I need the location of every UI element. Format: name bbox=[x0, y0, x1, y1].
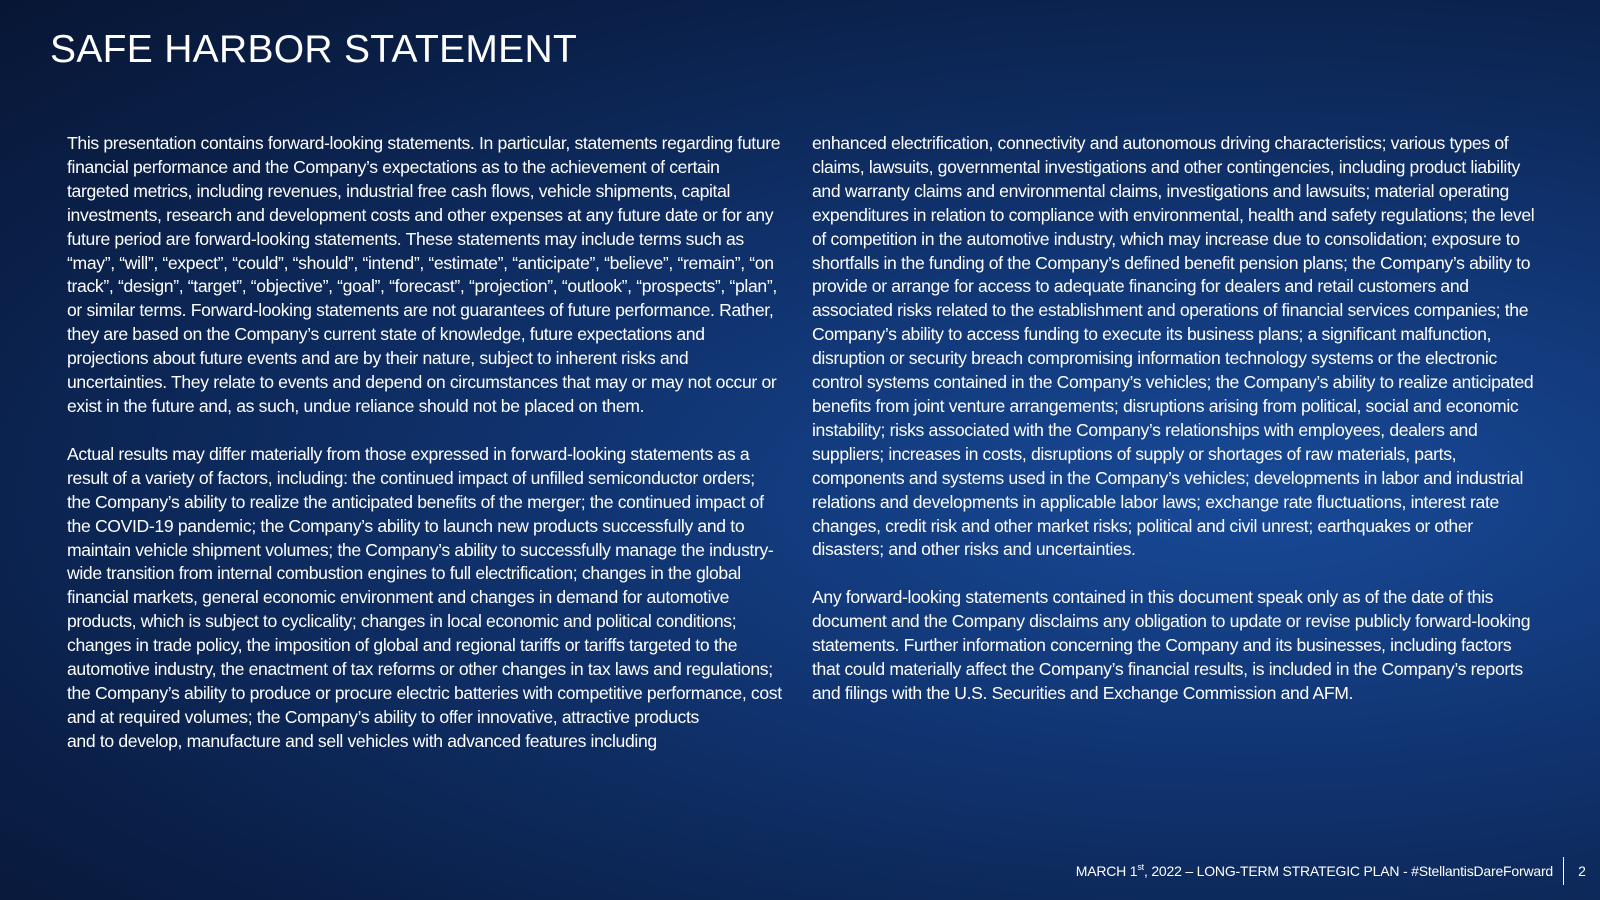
slide-title: SAFE HARBOR STATEMENT bbox=[50, 28, 578, 71]
footer-caption bbox=[1076, 863, 1563, 879]
footer-date: MARCH 1 bbox=[1075, 863, 1138, 879]
paragraph-forward-looking-intro: This presentation contains forward-looking statements. In particular, statements regarding future financial performance and the Company’s expectations as to the achievement of certain targeted metrics, including revenues, industrial free cash flows, vehicle shipments, capital investments, research and development costs and other expenses at any future date or for any future period are forward-looking statements. These statements may include terms such as “may”, “will”, “expect”, “could”, “should”, “intend”, “estimate”, “anticipate”, “believe”, “remain”, “on track”, “design”, “target”, “objective”, “goal”, “forecast”, “projection”, “outlook”, “prospects”, “plan”, or similar terms. Forward-looking statements are not guarantees of future performance. Rather, they are based on the Company’s current state of knowledge, future expectations and projections about future events and are by their nature, subject to inherent risks and uncertainties. They relate to events and depend on circumstances that may or may not occur or exist in the future and, as such, undue reliance should not be placed on them. bbox=[67, 133, 781, 416]
right-column bbox=[812, 132, 1537, 706]
paragraph-disclaimer: Any forward-looking statements contained in this document speak only as of the date of this document and the Company disclaims any obligation to update or revise publicly forward-looking statements. Further information concerning the Company and its businesses, including factors that could materially affect the Company’s financial results, is included in the Company’s reports and filings with the U.S. Securities and Exchange Commission and AFM. bbox=[812, 587, 1531, 703]
paragraph-risk-factors-continued: and to develop, manufacture and sell vehicles with advanced features including bbox=[67, 730, 657, 751]
left-column bbox=[67, 132, 782, 754]
footer-date-ordinal: st bbox=[1137, 862, 1144, 872]
paragraph-risk-factors-right: enhanced electrification, connectivity and autonomous driving characteristics; various types of claims, lawsuits, governmental investigations and other contingencies, including product liability and warranty claims and environmental claims, investigations and lawsuits; material operating expenditures in relation to compliance with environmental, health and safety regulations; the level of competition in the automotive industry, which may increase due to consolidation; exposure to shortfalls in the funding of the Company’s defined benefit pension plans; the Company’s ability to provide or arrange for access to adequate financing for dealers and retail customers and associated risks related to the establishment and operations of financial services companies; the Company’s ability to access funding to execute its business plans; a significant malfunction, disruption or security breach compromising information technology systems or the electronic control systems contained in the Company’s vehicles; the Company’s ability to realize anticipated benefits from joint venture arrangements; disruptions arising from political, social and economic instability; risks associated with the Company’s relationships with employees, dealers and suppliers; increases in costs, disruptions of supply or shortages of raw materials, parts, components and systems used in the Company’s vehicles; developments in labor and industrial relations and developments in applicable labor laws; exchange rate fluctuations, interest rate changes, credit risk and other market risks; political and civil unrest; earthquakes or other disasters; and other risks and uncertainties. bbox=[812, 133, 1535, 560]
paragraph-risk-factors: Actual results may differ materially from those expressed in forward-looking statements as a result of a variety of factors, including: the continued impact of unfilled semiconductor orders; the Company’s ability to realize the anticipated benefits of the merger; the continued impact of the COVID-19 pandemic; the Company’s ability to launch new products successfully and to maintain vehicle shipment volumes; the Company’s ability to successfully manage the industry-wide transition from internal combustion engines to full electrification; changes in the global financial markets, general economic environment and changes in demand for automotive products, which is subject to cyclicality; changes in local economic and political conditions; changes in trade policy, the imposition of global and regional tariffs or tariffs targeted to the automotive industry, the enactment of tax reforms or other changes in tax laws and regulations; the Company’s ability to produce or procure electric batteries with competitive performance, cost and at required volumes; the Company’s ability to offer innovative, attractive products bbox=[67, 443, 782, 727]
slide-footer bbox=[1076, 856, 1600, 886]
page-number: 2 bbox=[1578, 863, 1586, 879]
footer-plan-title: , 2022 – LONG-TERM STRATEGIC PLAN - #StellantisDareForward bbox=[1143, 863, 1553, 879]
